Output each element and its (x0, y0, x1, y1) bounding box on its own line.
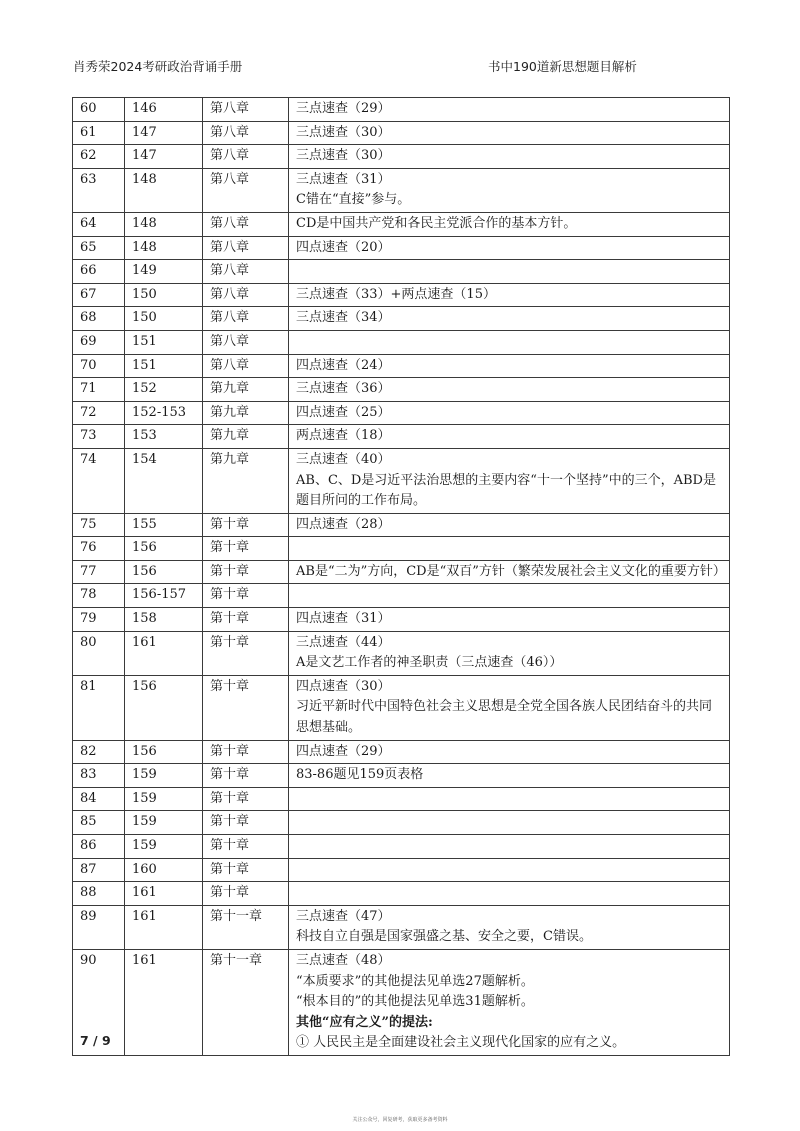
table-row (73, 121, 730, 145)
page-cell: 152 (125, 378, 203, 402)
chapter-cell: 第十章 (203, 560, 289, 584)
question-number-cell: 68 (73, 307, 125, 331)
note-line: 四点速查（29） (296, 743, 391, 759)
table-row (73, 858, 730, 882)
note-line: ① 人民民主是全面建设社会主义现代化国家的应有之义。 (296, 1035, 626, 1051)
chapter-cell: 第九章 (203, 448, 289, 513)
table-row (73, 811, 730, 835)
note-line: 两点速查（18） (296, 428, 391, 444)
notes-cell (289, 631, 730, 675)
chapter-cell: 第八章 (203, 121, 289, 145)
table-row (73, 513, 730, 537)
table-row (73, 98, 730, 122)
question-number-cell: 75 (73, 513, 125, 537)
question-number-cell: 85 (73, 811, 125, 835)
notes-cell (289, 787, 730, 811)
notes-cell (289, 401, 730, 425)
question-number-cell: 77 (73, 560, 125, 584)
chapter-cell: 第八章 (203, 236, 289, 260)
notes-cell (289, 764, 730, 788)
chapter-cell: 第八章 (203, 283, 289, 307)
notes-cell (289, 168, 730, 212)
question-number-cell: 64 (73, 212, 125, 236)
question-number-cell: 67 (73, 283, 125, 307)
note-line: “根本目的”的其他提法见单选31题解析。 (296, 994, 534, 1010)
chapter-cell: 第十章 (203, 811, 289, 835)
table-row (73, 401, 730, 425)
question-number-cell: 72 (73, 401, 125, 425)
page-cell: 147 (125, 121, 203, 145)
note-line: 四点速查（28） (296, 516, 391, 532)
table-row (73, 330, 730, 354)
chapter-cell: 第十章 (203, 631, 289, 675)
page-cell: 155 (125, 513, 203, 537)
table-row (73, 787, 730, 811)
notes-cell (289, 448, 730, 513)
table-row (73, 835, 730, 859)
note-line: 其他“应有之义”的提法: (296, 1014, 433, 1030)
page-cell: 150 (125, 307, 203, 331)
notes-cell (289, 584, 730, 608)
question-number-cell: 74 (73, 448, 125, 513)
page-cell: 156 (125, 675, 203, 740)
table-row (73, 764, 730, 788)
note-line: 四点速查（30） (296, 678, 391, 694)
table-row (73, 584, 730, 608)
chapter-cell: 第八章 (203, 98, 289, 122)
note-line: 四点速查（31） (296, 611, 391, 627)
chapter-cell: 第八章 (203, 168, 289, 212)
note-line: 习近平新时代中国特色社会主义思想是全党全国各族人民团结奋斗的共同思想基础。 (296, 699, 713, 736)
page-number: 7 / 9 (80, 1033, 111, 1048)
question-number-cell: 88 (73, 882, 125, 906)
chapter-cell: 第八章 (203, 307, 289, 331)
page-cell: 156-157 (125, 584, 203, 608)
question-number-cell: 87 (73, 858, 125, 882)
question-number-cell: 84 (73, 787, 125, 811)
chapter-cell: 第九章 (203, 378, 289, 402)
chapter-cell: 第九章 (203, 401, 289, 425)
header-left-title: 肖秀荣2024考研政治背诵手册 (73, 59, 243, 74)
page-cell: 161 (125, 882, 203, 906)
page-cell: 161 (125, 905, 203, 949)
header-right-title: 书中190道新思想题目解析 (488, 59, 637, 74)
table-row (73, 740, 730, 764)
page-cell: 161 (125, 631, 203, 675)
chapter-cell: 第十章 (203, 513, 289, 537)
page-cell: 159 (125, 764, 203, 788)
question-number-cell: 62 (73, 145, 125, 169)
notes-cell (289, 835, 730, 859)
question-number-cell: 65 (73, 236, 125, 260)
notes-cell (289, 212, 730, 236)
note-line: CD是中国共产党和各民主党派合作的基本方针。 (296, 215, 577, 231)
note-line: 科技自立自强是国家强盛之基、安全之要，C错误。 (296, 929, 592, 945)
chapter-cell: 第十章 (203, 858, 289, 882)
notes-cell (289, 330, 730, 354)
page-cell: 151 (125, 354, 203, 378)
notes-cell (289, 608, 730, 632)
chapter-cell: 第十章 (203, 787, 289, 811)
notes-cell (289, 905, 730, 949)
table-row (73, 560, 730, 584)
page-cell: 147 (125, 145, 203, 169)
page-cell: 156 (125, 537, 203, 561)
notes-cell (289, 513, 730, 537)
page-cell: 161 (125, 949, 203, 1055)
answer-table-body (73, 98, 730, 1056)
question-number-cell: 61 (73, 121, 125, 145)
table-row (73, 425, 730, 449)
chapter-cell: 第八章 (203, 354, 289, 378)
question-number-cell: 73 (73, 425, 125, 449)
question-number-cell: 69 (73, 330, 125, 354)
table-row (73, 949, 730, 1055)
page-cell: 150 (125, 283, 203, 307)
note-line: AB是“二为”方向，CD是“双百”方针（繁荣发展社会主义文化的重要方针） (296, 563, 726, 579)
note-line: 三点速查（48） (296, 952, 391, 968)
notes-cell (289, 307, 730, 331)
chapter-cell: 第十一章 (203, 949, 289, 1055)
notes-cell (289, 949, 730, 1055)
notes-cell (289, 121, 730, 145)
question-number-cell: 79 (73, 608, 125, 632)
notes-cell (289, 858, 730, 882)
page-cell: 148 (125, 236, 203, 260)
note-line: AB、C、D是习近平法治思想的主要内容“十一个坚持”中的三个，ABD是题目所问的工作布局。 (296, 472, 716, 509)
page-cell: 159 (125, 811, 203, 835)
page-cell: 149 (125, 260, 203, 284)
chapter-cell: 第八章 (203, 260, 289, 284)
page-cell: 153 (125, 425, 203, 449)
table-row (73, 675, 730, 740)
notes-cell (289, 283, 730, 307)
table-row (73, 283, 730, 307)
note-line: 三点速查（29） (296, 101, 391, 116)
chapter-cell: 第十一章 (203, 905, 289, 949)
note-line: 三点速查（34） (296, 310, 391, 326)
note-line: 三点速查（40） (296, 451, 391, 467)
notes-cell (289, 740, 730, 764)
page-cell: 156 (125, 740, 203, 764)
table-row (73, 608, 730, 632)
chapter-cell: 第十章 (203, 764, 289, 788)
table-row (73, 168, 730, 212)
notes-cell (289, 236, 730, 260)
question-number-cell: 82 (73, 740, 125, 764)
table-row (73, 537, 730, 561)
note-line: 83-86题见159页表格 (296, 767, 424, 783)
table-row (73, 882, 730, 906)
page-cell: 152-153 (125, 401, 203, 425)
question-number-cell: 63 (73, 168, 125, 212)
question-number-cell: 80 (73, 631, 125, 675)
page-cell: 156 (125, 560, 203, 584)
question-number-cell: 66 (73, 260, 125, 284)
table-row (73, 631, 730, 675)
question-number-cell: 90 (73, 949, 125, 1055)
notes-cell (289, 98, 730, 122)
question-number-cell: 71 (73, 378, 125, 402)
table-row (73, 448, 730, 513)
notes-cell (289, 675, 730, 740)
page-cell: 148 (125, 168, 203, 212)
note-line: A是文艺工作者的神圣职责（三点速查（46）） (296, 655, 563, 671)
chapter-cell: 第八章 (203, 330, 289, 354)
table-row (73, 212, 730, 236)
notes-cell (289, 537, 730, 561)
page-cell: 159 (125, 787, 203, 811)
notes-cell (289, 560, 730, 584)
footer-note: 关注公众号，回复研考，获取更多备考资料 (352, 1117, 448, 1123)
table-row (73, 307, 730, 331)
note-line: 三点速查（47） (296, 908, 391, 924)
table-row (73, 145, 730, 169)
question-number-cell: 89 (73, 905, 125, 949)
chapter-cell: 第十章 (203, 608, 289, 632)
note-line: 四点速查（25） (296, 404, 391, 420)
table-row (73, 236, 730, 260)
chapter-cell: 第十章 (203, 537, 289, 561)
chapter-cell: 第十章 (203, 584, 289, 608)
note-line: 三点速查（33）+两点速查（15） (296, 286, 496, 302)
note-line: 四点速查（24） (296, 357, 391, 373)
notes-cell (289, 354, 730, 378)
notes-cell (289, 378, 730, 402)
note-line: “本质要求”的其他提法见单选27题解析。 (296, 973, 534, 989)
notes-cell (289, 425, 730, 449)
notes-cell (289, 882, 730, 906)
page-cell: 146 (125, 98, 203, 122)
page-cell: 151 (125, 330, 203, 354)
notes-cell (289, 260, 730, 284)
question-number-cell: 60 (73, 98, 125, 122)
note-line: 四点速查（20） (296, 239, 391, 255)
answer-table (72, 97, 730, 1056)
note-line: C错在“直接”参与。 (296, 192, 411, 208)
chapter-cell: 第九章 (203, 425, 289, 449)
question-number-cell: 86 (73, 835, 125, 859)
question-number-cell: 70 (73, 354, 125, 378)
page-cell: 160 (125, 858, 203, 882)
table-row (73, 260, 730, 284)
note-line: 三点速查（30） (296, 148, 391, 164)
table-row (73, 378, 730, 402)
notes-cell (289, 811, 730, 835)
note-line: 三点速查（30） (296, 124, 391, 140)
notes-cell (289, 145, 730, 169)
page-cell: 148 (125, 212, 203, 236)
question-number-cell: 81 (73, 675, 125, 740)
chapter-cell: 第十章 (203, 835, 289, 859)
page-cell: 154 (125, 448, 203, 513)
table-row (73, 354, 730, 378)
note-line: 三点速查（31） (296, 171, 391, 187)
chapter-cell: 第八章 (203, 145, 289, 169)
question-number-cell: 78 (73, 584, 125, 608)
page-cell: 158 (125, 608, 203, 632)
note-line: 三点速查（36） (296, 381, 391, 397)
question-number-cell: 76 (73, 537, 125, 561)
note-line: 三点速查（44） (296, 634, 391, 650)
table-row (73, 905, 730, 949)
chapter-cell: 第十章 (203, 675, 289, 740)
question-number-cell: 83 (73, 764, 125, 788)
chapter-cell: 第十章 (203, 740, 289, 764)
chapter-cell: 第八章 (203, 212, 289, 236)
page-cell: 159 (125, 835, 203, 859)
chapter-cell: 第十章 (203, 882, 289, 906)
